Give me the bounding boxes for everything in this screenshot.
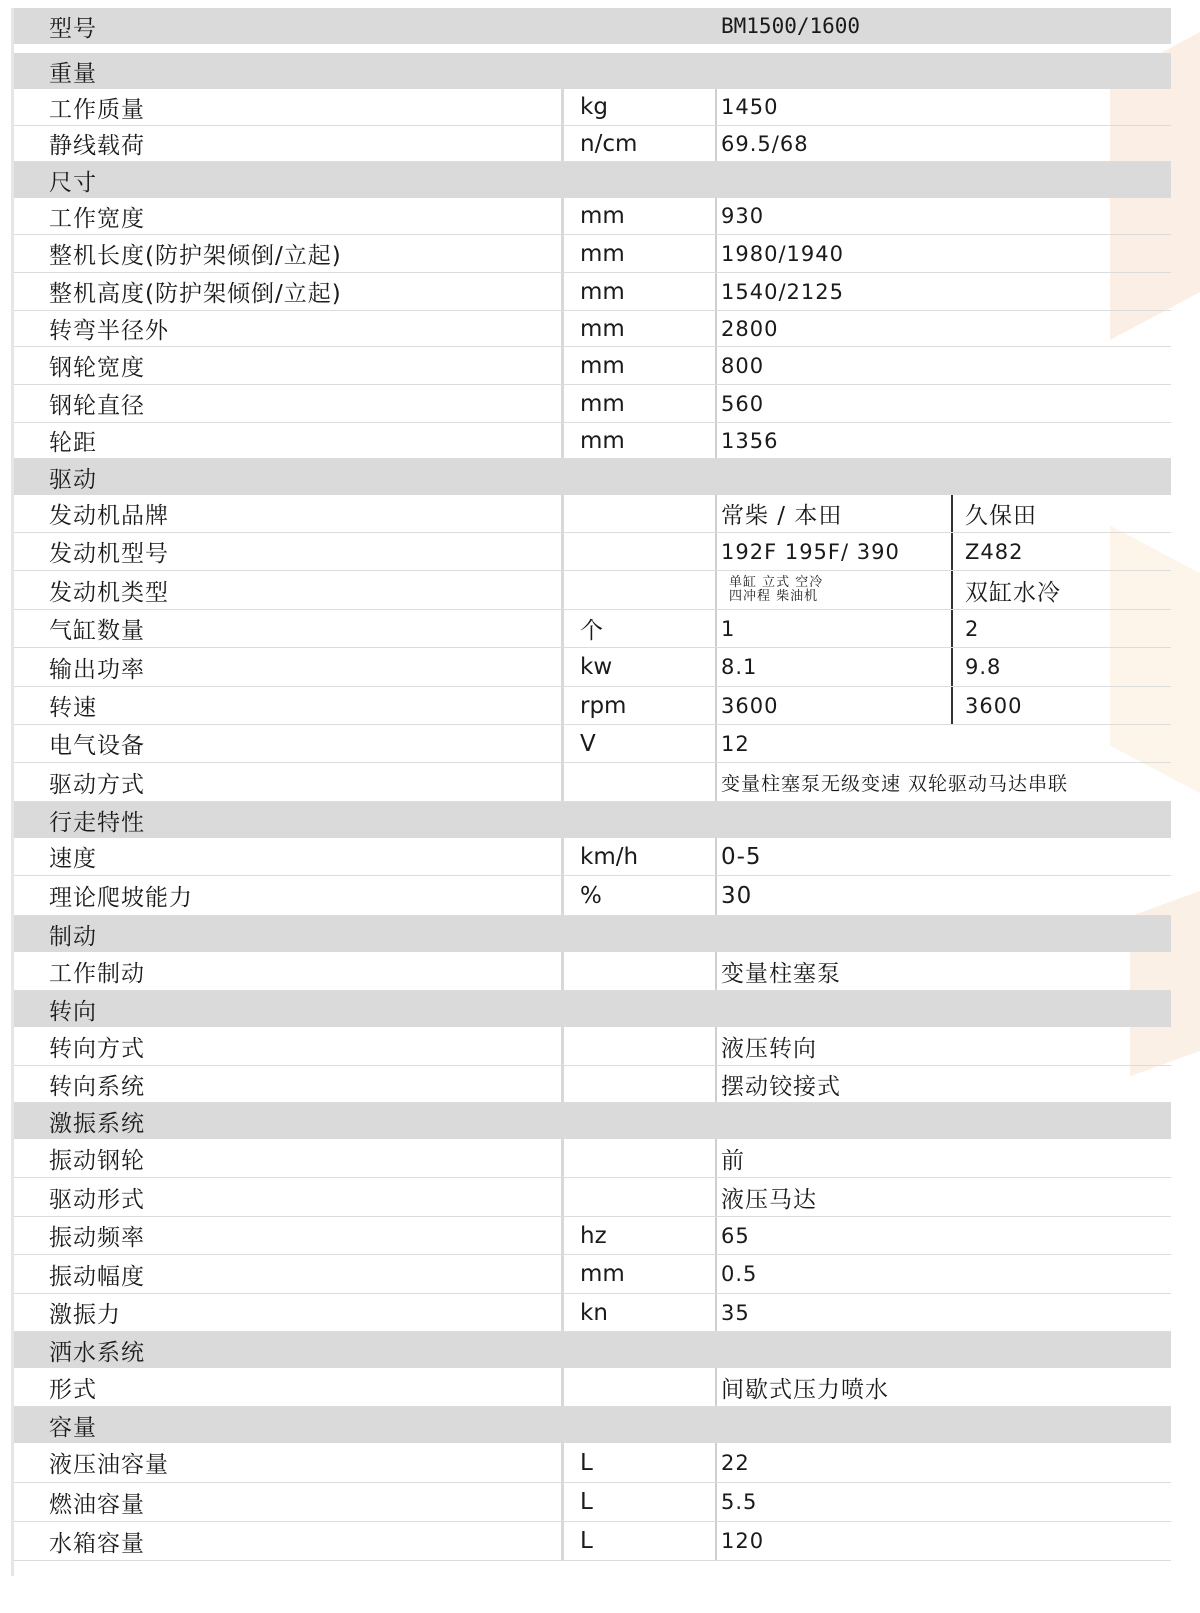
row-unit: V — [561, 725, 715, 762]
row-value: 0-5 — [715, 838, 1171, 875]
section-title: 尺寸 — [49, 169, 97, 196]
row-label: 液压油容量 — [49, 1452, 169, 1478]
table-row — [11, 648, 1171, 687]
table-row — [11, 311, 1171, 347]
row-value-alt: 2 — [951, 610, 1171, 647]
row-value-line: 单缸 立式 空冷 — [729, 575, 824, 590]
row-unit: rpm — [561, 687, 715, 724]
row-label: 工作质量 — [49, 96, 145, 123]
section-header — [11, 53, 1171, 89]
row-unit — [561, 1178, 715, 1216]
row-label: 振动钢轮 — [49, 1147, 145, 1174]
row-value-alt: 久保田 — [951, 495, 1171, 532]
table-row — [11, 89, 1171, 126]
table-row — [11, 952, 1171, 991]
row-unit: n/cm — [561, 126, 715, 161]
row-value — [715, 571, 951, 609]
row-unit: L — [561, 1443, 715, 1482]
table-row — [11, 725, 1171, 763]
row-label: 钢轮宽度 — [49, 355, 145, 381]
row-unit: mm — [561, 311, 715, 346]
row-unit — [561, 533, 715, 570]
row-value: 1356 — [715, 423, 1171, 458]
row-label: 振动幅度 — [49, 1263, 145, 1290]
row-value: 摆动铰接式 — [715, 1066, 1171, 1102]
row-value: 65 — [715, 1217, 1171, 1254]
row-label: 发动机类型 — [49, 579, 169, 606]
row-unit — [561, 1066, 715, 1102]
table-row — [11, 1217, 1171, 1255]
row-label: 发动机品牌 — [49, 503, 169, 529]
row-label: 工作宽度 — [49, 205, 145, 232]
row-value: 22 — [715, 1443, 1171, 1482]
row-value: 8.1 — [715, 648, 951, 686]
row-value-alt: Z482 — [951, 533, 1171, 570]
row-value: 间歇式压力喷水 — [715, 1368, 1171, 1406]
table-row — [11, 1255, 1171, 1294]
row-unit — [561, 1139, 715, 1177]
row-value: 前 — [715, 1139, 1171, 1177]
model-row — [11, 8, 1171, 44]
table-row — [11, 1368, 1171, 1407]
section-title: 洒水系统 — [49, 1339, 145, 1366]
row-value: 12 — [715, 725, 1171, 762]
row-label: 输出功率 — [49, 656, 145, 683]
row-value: 1 — [715, 610, 951, 647]
section-header — [11, 916, 1171, 952]
row-label: 振动频率 — [49, 1225, 145, 1251]
row-label: 工作制动 — [49, 960, 145, 987]
section-header — [11, 802, 1171, 838]
row-unit: mm — [561, 273, 715, 310]
row-unit: mm — [561, 1255, 715, 1293]
table-row — [11, 876, 1171, 916]
row-value: 1540/2125 — [715, 273, 1171, 310]
row-label: 气缸数量 — [49, 618, 145, 644]
table-row — [11, 1294, 1171, 1332]
row-unit — [561, 763, 715, 801]
table-row — [11, 273, 1171, 311]
row-unit: % — [561, 876, 715, 915]
section-title: 行走特性 — [49, 809, 145, 836]
row-value: 120 — [715, 1522, 1171, 1560]
row-value: 液压马达 — [715, 1178, 1171, 1216]
row-unit: mm — [561, 198, 715, 234]
table-row — [11, 347, 1171, 385]
row-value-alt: 3600 — [951, 687, 1171, 724]
section-title: 激振系统 — [49, 1110, 145, 1137]
row-label: 钢轮直径 — [49, 393, 145, 419]
table-row — [11, 126, 1171, 162]
table-row — [11, 610, 1171, 648]
row-label: 转向系统 — [49, 1073, 145, 1100]
row-value: 液压转向 — [715, 1027, 1171, 1065]
model-label: 型号 — [49, 15, 97, 42]
row-label: 速度 — [49, 846, 97, 872]
row-unit: kg — [561, 89, 715, 125]
row-label: 整机长度(防护架倾倒/立起) — [49, 243, 342, 269]
row-value: 变量柱塞泵 — [715, 952, 1171, 990]
row-value: 0.5 — [715, 1255, 1171, 1293]
row-unit: kn — [561, 1294, 715, 1331]
table-row — [11, 1178, 1171, 1217]
row-value: 2800 — [715, 311, 1171, 346]
row-label: 电气设备 — [49, 733, 145, 759]
table-row — [11, 423, 1171, 459]
row-label: 静线载荷 — [49, 133, 145, 159]
section-header — [11, 1407, 1171, 1443]
table-left-border — [11, 8, 14, 1576]
row-unit: kw — [561, 648, 715, 686]
row-unit: hz — [561, 1217, 715, 1254]
row-label: 形式 — [49, 1376, 97, 1403]
section-title: 转向 — [49, 998, 97, 1025]
row-unit: mm — [561, 385, 715, 422]
table-row — [11, 571, 1171, 610]
row-unit — [561, 952, 715, 990]
row-label: 发动机型号 — [49, 541, 169, 567]
table-row — [11, 838, 1171, 876]
section-title: 容量 — [49, 1414, 97, 1441]
section-header — [11, 991, 1171, 1027]
table-row — [11, 1443, 1171, 1483]
table-row — [11, 1139, 1171, 1178]
row-label: 驱动方式 — [49, 771, 145, 798]
row-label: 轮距 — [49, 430, 97, 456]
table-row — [11, 1522, 1171, 1561]
row-value: 1450 — [715, 89, 1171, 125]
row-value: 192F 195F/ 390 — [715, 533, 951, 570]
row-value-alt: 9.8 — [951, 648, 1171, 686]
section-title: 驱动 — [49, 466, 97, 493]
row-value: 3600 — [715, 687, 951, 724]
row-value: 930 — [715, 198, 1171, 234]
row-unit — [561, 1368, 715, 1406]
row-unit: km/h — [561, 838, 715, 875]
row-label: 整机高度(防护架倾倒/立起) — [49, 281, 342, 307]
row-value: 常柴 / 本田 — [715, 495, 951, 532]
row-value-alt: 双缸水冷 — [951, 571, 1171, 609]
row-unit: L — [561, 1483, 715, 1521]
table-row — [11, 235, 1171, 273]
table-row — [11, 1483, 1171, 1522]
row-unit: L — [561, 1522, 715, 1560]
row-label: 转速 — [49, 695, 97, 721]
row-label: 驱动形式 — [49, 1186, 145, 1213]
row-value-line: 四冲程 柴油机 — [729, 589, 819, 604]
table-row — [11, 1027, 1171, 1066]
row-unit — [561, 495, 715, 532]
row-unit — [561, 1027, 715, 1065]
table-row — [11, 533, 1171, 571]
row-value: 1980/1940 — [715, 235, 1171, 272]
section-header — [11, 1103, 1171, 1139]
model-value: BM1500/1600 — [721, 14, 861, 38]
row-unit: mm — [561, 423, 715, 458]
row-label: 激振力 — [49, 1302, 121, 1328]
row-value: 35 — [715, 1294, 1171, 1331]
table-row — [11, 763, 1171, 802]
row-value: 30 — [715, 876, 1171, 915]
row-label: 转弯半径外 — [49, 318, 169, 344]
table-row — [11, 198, 1171, 235]
row-value: 69.5/68 — [715, 126, 1171, 161]
section-title: 重量 — [49, 60, 97, 87]
table-row — [11, 495, 1171, 533]
section-header — [11, 1332, 1171, 1368]
row-value: 变量柱塞泵无级变速 双轮驱动马达串联 — [715, 763, 1171, 801]
table-row — [11, 687, 1171, 725]
spec-table — [11, 8, 1171, 1561]
row-label: 转向方式 — [49, 1035, 145, 1062]
row-label: 理论爬坡能力 — [49, 885, 193, 911]
row-value: 5.5 — [715, 1483, 1171, 1521]
row-unit: mm — [561, 235, 715, 272]
row-label: 燃油容量 — [49, 1491, 145, 1518]
section-title: 制动 — [49, 923, 97, 950]
row-unit — [561, 571, 715, 609]
table-row — [11, 385, 1171, 423]
row-label: 水箱容量 — [49, 1530, 145, 1557]
section-header — [11, 459, 1171, 495]
row-unit: 个 — [561, 610, 715, 647]
table-row — [11, 1066, 1171, 1103]
row-value: 560 — [715, 385, 1171, 422]
row-unit: mm — [561, 347, 715, 384]
section-header — [11, 162, 1171, 198]
row-value: 800 — [715, 347, 1171, 384]
